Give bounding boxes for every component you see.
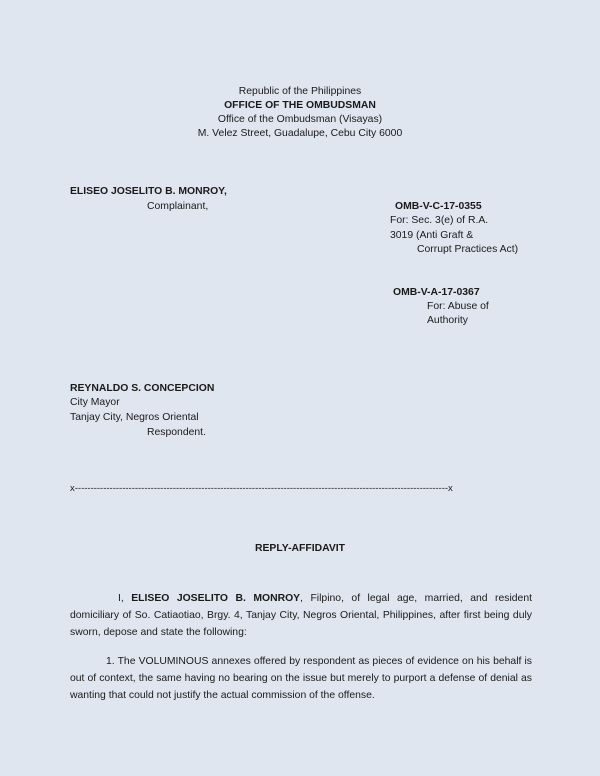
case-1-for-line1: For: Sec. 3(e) of R.A.: [390, 215, 489, 226]
case-2-for-line2: Authority: [427, 315, 469, 326]
complainant-role: Complainant,: [147, 201, 209, 212]
respondent-location: Tanjay City, Negros Oriental: [70, 412, 199, 423]
respondent-role: Respondent.: [147, 427, 206, 438]
intro-prefix: I,: [118, 593, 132, 604]
caption-divider: x----------------------------------------------------------------------------------------------------------------------x: [70, 483, 453, 494]
respondent-name: REYNALDO S. CONCEPCION: [70, 383, 215, 394]
header-republic: Republic of the Philippines: [238, 86, 362, 97]
case-1-for-line2: 3019 (Anti Graft &: [390, 230, 474, 241]
case-number-1: OMB-V-C-17-0355: [395, 201, 482, 212]
case-1-for-line3: Corrupt Practices Act): [417, 244, 519, 255]
case-number-2: OMB-V-A-17-0367: [393, 287, 480, 298]
header-address: M. Velez Street, Guadalupe, Cebu City 6000: [197, 128, 403, 139]
document-title: REPLY-AFFIDAVIT: [254, 543, 346, 554]
intro-paragraph: [70, 590, 532, 641]
intro-rest: , Filpino, of legal age, married, and resident domiciliary of So. Catiaotiao, Brgy. 4, Tanjay City, Negros Oriental, Philippines, after first being duly sworn, depose and state the following:: [70, 593, 532, 638]
header-office-title: OFFICE OF THE OMBUDSMAN: [224, 100, 376, 111]
header-office-branch: Office of the Ombudsman (Visayas): [217, 114, 383, 125]
respondent-position: City Mayor: [70, 397, 120, 408]
case-2-for-line1: For: Abuse of: [427, 301, 489, 312]
paragraph-1: 1. The VOLUMINOUS annexes offered by respondent as pieces of evidence on his behalf is out of context, the same having no bearing on the issue but merely to purport a defense of denial as wanting that could not justify the actual commission of the offense.: [70, 656, 532, 701]
complainant-name: ELISEO JOSELITO B. MONROY,: [70, 186, 227, 197]
document-header: [0, 85, 600, 141]
affiant-name: ELISEO JOSELITO B. MONROY: [131, 593, 301, 604]
